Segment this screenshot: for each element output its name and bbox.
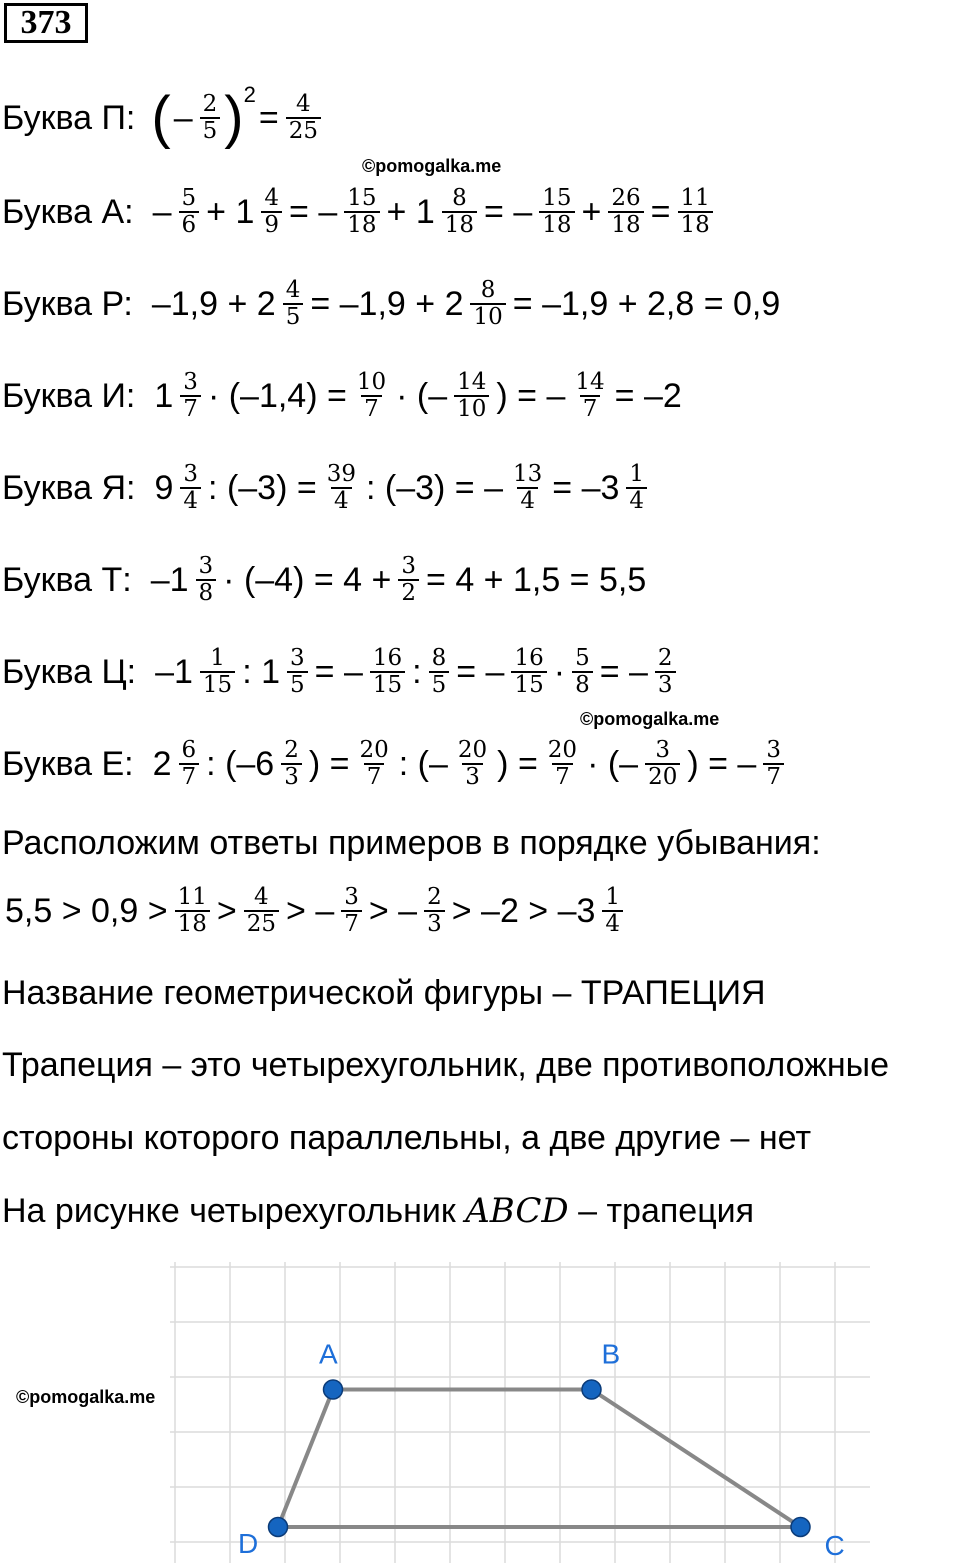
numerator: 3 — [290, 645, 305, 671]
denominator: 6 — [179, 211, 200, 238]
fraction — [324, 462, 359, 514]
math-text: = – — [599, 652, 648, 691]
calc-line — [2, 540, 649, 620]
line-label: Буква Т: — [2, 560, 132, 599]
fraction — [286, 92, 321, 144]
fraction — [261, 186, 282, 238]
math-text: · (– — [587, 744, 639, 783]
fraction — [200, 92, 221, 144]
trapezoid-side — [278, 1390, 333, 1528]
denominator: 7 — [180, 395, 201, 422]
numerator: 4 — [296, 91, 311, 117]
denominator: 3 — [655, 671, 676, 698]
math-text: > — [216, 891, 237, 930]
fraction — [645, 738, 680, 790]
fraction — [429, 646, 450, 698]
fraction — [626, 462, 647, 514]
fraction — [442, 186, 477, 238]
numerator: 15 — [542, 185, 572, 211]
numerator: 14 — [457, 369, 487, 395]
fraction — [655, 646, 676, 698]
fraction — [511, 646, 546, 698]
numerator: 26 — [611, 185, 641, 211]
numerator: 5 — [575, 645, 590, 671]
math-text: + 1 — [386, 192, 435, 231]
math-text: · — [553, 652, 566, 691]
math-text: : — [412, 652, 422, 691]
fraction — [341, 885, 362, 937]
vertex-point — [791, 1518, 810, 1537]
picture-caption — [2, 1191, 754, 1231]
line-label: Буква И: — [2, 376, 136, 415]
math-text: + — [581, 192, 602, 231]
vertex-label: B — [601, 1338, 621, 1370]
numerator: 2 — [657, 645, 673, 671]
denominator: 18 — [608, 211, 643, 238]
numerator: 16 — [372, 645, 403, 671]
numerator: 15 — [347, 185, 377, 211]
trapezoid-diagram — [170, 1262, 870, 1563]
denominator: 8 — [196, 579, 217, 606]
line-label: Буква А: — [2, 192, 134, 231]
math-text: –1,9 + 2 — [151, 284, 276, 323]
numerator: 11 — [680, 185, 710, 211]
numerator: 3 — [198, 553, 214, 579]
math-text: – — [152, 192, 172, 231]
fraction — [470, 278, 505, 330]
denominator: 10 — [454, 395, 489, 422]
trapezoid-side — [592, 1390, 801, 1528]
fraction — [354, 370, 389, 422]
denominator: 4 — [602, 910, 623, 937]
fraction — [763, 738, 784, 790]
fraction — [424, 885, 445, 937]
math-text: · (–4) = 4 + — [223, 560, 392, 599]
numerator: 1 — [605, 884, 621, 910]
math-text: 5,5 > 0,9 > — [5, 891, 168, 930]
calc-line — [2, 78, 325, 158]
order-expression — [2, 871, 627, 951]
math-text: : (– — [398, 744, 448, 783]
numerator: 1 — [210, 645, 225, 671]
vertex-point — [324, 1380, 343, 1399]
denominator: 8 — [572, 671, 593, 698]
denominator: 7 — [552, 763, 573, 790]
denominator: 5 — [283, 303, 304, 330]
denominator: 4 — [626, 487, 647, 514]
math-text: = — [258, 98, 279, 137]
numerator: 10 — [356, 369, 387, 395]
numerator: 13 — [513, 461, 543, 487]
caption-math: ABCD — [465, 1191, 569, 1231]
denominator: 3 — [462, 763, 483, 790]
fraction — [572, 370, 607, 422]
fraction — [510, 462, 545, 514]
numerator: 20 — [359, 737, 389, 763]
math-text: 2 — [152, 744, 172, 783]
caption-end: – трапеция — [568, 1192, 755, 1230]
math-text: > – — [286, 891, 335, 930]
calc-line — [2, 356, 685, 436]
math-text: – — [173, 98, 193, 137]
math-text: –1 — [150, 560, 189, 599]
math-text: = – — [484, 192, 533, 231]
denominator: 7 — [763, 763, 784, 790]
numerator: 1 — [629, 461, 645, 487]
calc-line — [2, 632, 680, 712]
math-text: = – — [456, 652, 505, 691]
fraction — [200, 646, 235, 698]
numerator: 14 — [575, 369, 605, 395]
fraction — [180, 370, 201, 422]
denominator: 7 — [341, 910, 362, 937]
numerator: 3 — [655, 737, 671, 763]
math-text: · (–1,4) = — [207, 376, 347, 415]
math-text: ) = — [497, 744, 538, 783]
denominator: 7 — [364, 763, 385, 790]
fraction — [196, 554, 217, 606]
denominator: 7 — [179, 763, 200, 790]
numerator: 20 — [457, 737, 488, 763]
numerator: 6 — [181, 737, 197, 763]
math-text: = — [650, 192, 671, 231]
math-text: : 1 — [242, 652, 280, 691]
numerator: 4 — [254, 884, 269, 910]
fraction — [545, 738, 580, 790]
parenthesis: ( — [151, 85, 171, 150]
watermark: ©pomogalka.me — [16, 1387, 156, 1407]
math-text: ) = – — [687, 744, 757, 783]
calc-line — [2, 264, 783, 344]
exponent: 2 — [243, 82, 256, 107]
numerator: 4 — [285, 277, 301, 303]
denominator: 18 — [175, 910, 210, 937]
fraction — [608, 186, 643, 238]
denominator: 4 — [517, 487, 538, 514]
line-label: Буква П: — [2, 98, 136, 137]
vertex-label: C — [824, 1530, 845, 1561]
numerator: 3 — [183, 461, 199, 487]
math-text: = –2 — [614, 376, 682, 415]
denominator: 7 — [580, 395, 601, 422]
line-label: Буква Ц: — [2, 652, 137, 691]
denominator: 15 — [200, 671, 235, 698]
math-text: + 1 — [206, 192, 255, 231]
denominator: 15 — [511, 671, 546, 698]
math-text: = 4 + 1,5 = 5,5 — [426, 560, 647, 599]
vertex-point — [582, 1380, 601, 1399]
denominator: 20 — [645, 763, 680, 790]
math-text: = – — [314, 652, 363, 691]
numerator: 8 — [452, 185, 467, 211]
numerator: 11 — [177, 884, 207, 910]
line-label: Буква Е: — [2, 744, 134, 783]
calc-line — [2, 172, 717, 252]
math-text: ) = — [308, 744, 350, 783]
vertex-point — [269, 1518, 288, 1537]
caption-start: На рисунке четырехугольник — [2, 1192, 466, 1230]
fraction — [602, 885, 623, 937]
denominator: 2 — [398, 579, 419, 606]
fraction — [356, 738, 391, 790]
fraction — [179, 738, 200, 790]
numerator: 2 — [427, 884, 442, 910]
fraction — [454, 370, 489, 422]
denominator: 9 — [261, 211, 282, 238]
numerator: 3 — [766, 737, 781, 763]
math-text: = –3 — [552, 468, 620, 507]
denominator: 25 — [244, 910, 279, 937]
watermark: ©pomogalka.me — [580, 709, 720, 729]
fraction — [344, 186, 379, 238]
math-text: : (–3) = – — [366, 468, 504, 507]
numerator: 3 — [401, 553, 417, 579]
order-intro: Расположим ответы примеров в порядке убывания: — [2, 824, 821, 862]
fraction — [244, 885, 279, 937]
denominator: 3 — [281, 763, 302, 790]
fraction — [455, 738, 490, 790]
math-text: > –2 > –3 — [451, 891, 596, 930]
numerator: 8 — [480, 277, 496, 303]
denominator: 4 — [180, 487, 201, 514]
parenthesis: ) — [224, 85, 244, 150]
fraction — [539, 186, 574, 238]
vertex-label: D — [238, 1528, 259, 1559]
math-text: = –1,9 + 2 — [310, 284, 464, 323]
math-text: : (–6 — [206, 744, 275, 783]
denominator: 5 — [287, 671, 308, 698]
problem-number: 373 — [4, 3, 88, 43]
definition-line-1: Трапеция – это четырехугольник, две противоположные — [2, 1046, 890, 1084]
denominator: 3 — [424, 910, 445, 937]
math-text: : (–3) = — [208, 468, 317, 507]
vertex-label: A — [319, 1338, 338, 1370]
math-text: 9 — [154, 468, 174, 507]
fraction — [179, 186, 200, 238]
definition-line-2: стороны которого параллельны, а две другие – нет — [2, 1119, 812, 1157]
numerator: 20 — [547, 737, 578, 763]
calc-line — [2, 448, 651, 528]
denominator: 5 — [429, 671, 450, 698]
numerator: 5 — [181, 185, 197, 211]
fraction — [175, 885, 210, 937]
math-text: = –1,9 + 2,8 = 0,9 — [512, 284, 781, 323]
denominator: 10 — [470, 303, 505, 330]
numerator: 2 — [202, 91, 218, 117]
fraction — [283, 278, 304, 330]
math-text: ) = – — [496, 376, 566, 415]
line-label: Буква Я: — [2, 468, 136, 507]
fraction — [180, 462, 201, 514]
denominator: 7 — [361, 395, 382, 422]
math-text: > – — [368, 891, 418, 930]
math-text: = – — [289, 192, 338, 231]
denominator: 18 — [539, 211, 574, 238]
denominator: 25 — [286, 117, 321, 144]
denominator: 15 — [370, 671, 405, 698]
math-text: –1 — [155, 652, 193, 691]
line-label: Буква Р: — [2, 284, 133, 323]
figure-name: Название геометрической фигуры – ТРАПЕЦИЯ — [2, 974, 766, 1012]
denominator: 4 — [331, 487, 352, 514]
math-text: · (– — [396, 376, 448, 415]
numerator: 3 — [344, 884, 359, 910]
fraction — [398, 554, 419, 606]
fraction — [281, 738, 302, 790]
fraction — [370, 646, 405, 698]
fraction — [678, 186, 713, 238]
watermark: ©pomogalka.me — [362, 156, 502, 176]
fraction — [572, 646, 593, 698]
numerator: 16 — [514, 645, 544, 671]
denominator: 18 — [678, 211, 713, 238]
calc-line — [2, 724, 788, 804]
numerator: 8 — [431, 645, 447, 671]
numerator: 3 — [183, 369, 198, 395]
numerator: 2 — [284, 737, 299, 763]
denominator: 18 — [442, 211, 477, 238]
math-text: 1 — [154, 376, 174, 415]
denominator: 5 — [200, 117, 221, 144]
numerator: 39 — [326, 461, 356, 487]
fraction — [287, 646, 308, 698]
numerator: 4 — [264, 185, 280, 211]
denominator: 18 — [344, 211, 379, 238]
